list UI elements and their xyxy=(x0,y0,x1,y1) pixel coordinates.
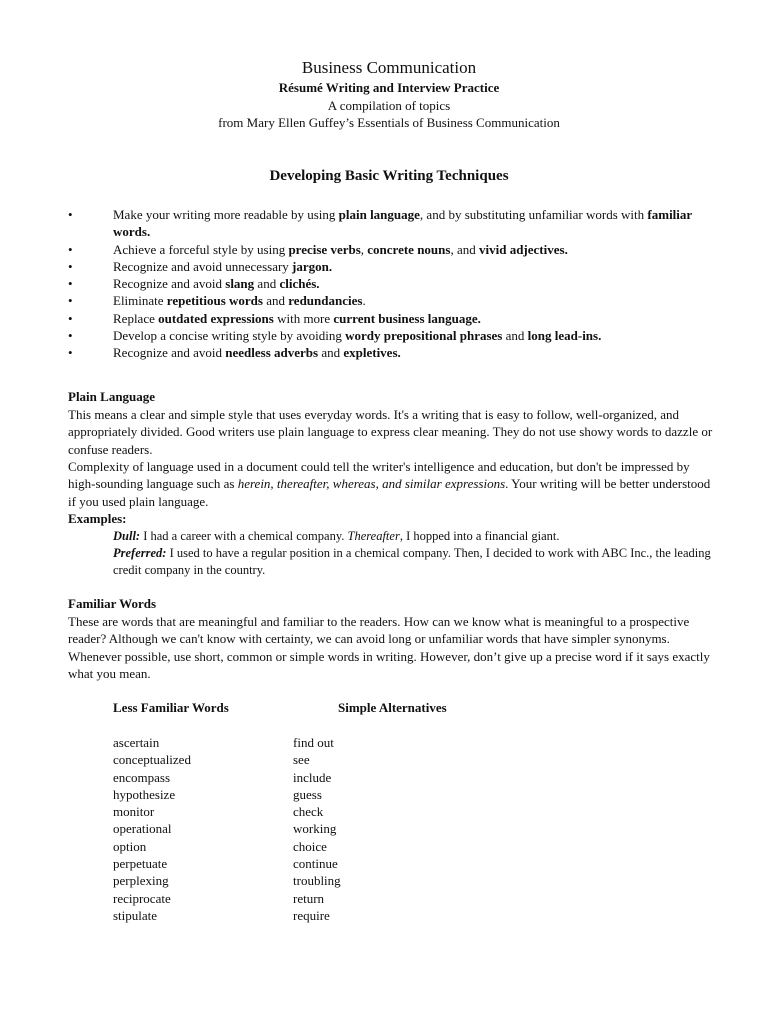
text-run: I used to have a regular position in a chemical company. Then, I decided to work with ABC Inc., the leading credit company in the country. xyxy=(113,546,711,577)
text-run: expletives. xyxy=(343,345,401,361)
bullet-item xyxy=(68,206,728,241)
text-run: Make your writing more readable by using xyxy=(113,207,339,222)
doc-source-line: from Mary Ellen Guffey’s Essentials of Business Communication xyxy=(218,115,560,130)
text-run: Dull: xyxy=(113,529,141,543)
simple-alternative: choice xyxy=(293,838,327,854)
bullet-dot-icon: • xyxy=(68,207,73,222)
text-run: I had a career with a chemical company. xyxy=(140,529,348,543)
simple-alternative: check xyxy=(293,804,324,820)
col-header-simple-alternatives: Simple Alternatives xyxy=(338,700,447,715)
less-familiar-word: option xyxy=(113,838,147,854)
text-run: and xyxy=(254,276,280,292)
simple-alternatives-column xyxy=(293,734,341,924)
technique-bullet-list xyxy=(68,206,728,362)
bullet-dot-icon: • xyxy=(68,345,73,361)
simple-alternative: find out xyxy=(293,735,334,750)
bullet-item xyxy=(68,275,728,292)
text-run: Recognize and avoid unnecessary xyxy=(113,258,293,274)
text-run: Recognize and avoid xyxy=(113,276,226,292)
text-run: , I hopped into a financial giant. xyxy=(399,529,560,543)
doc-subtitle: Résumé Writing and Interview Practice xyxy=(278,80,500,95)
doc-compilation-line: A compilation of topics xyxy=(327,98,451,113)
less-familiar-word: perpetuate xyxy=(113,856,168,872)
less-familiar-word: conceptualized xyxy=(113,752,191,768)
text-run: slang xyxy=(225,276,255,292)
text-run: repetitious words xyxy=(166,293,263,309)
text-run: , and xyxy=(450,241,479,257)
text-run: , and by substituting unfamiliar words with xyxy=(419,207,648,222)
text-run: clichés. xyxy=(279,276,320,292)
text-run: redundancies xyxy=(288,293,363,309)
text-run: Develop a concise writing style by avoiding xyxy=(113,328,346,344)
text-run: outdated expressions xyxy=(158,310,274,326)
col-header-less-familiar: Less Familiar Words xyxy=(113,700,229,715)
simple-alternative: troubling xyxy=(293,873,341,889)
text-run: wordy prepositional phrases xyxy=(345,328,503,344)
less-familiar-word: perplexing xyxy=(113,873,169,889)
text-run: . xyxy=(362,293,366,309)
doc-title: Business Communication xyxy=(301,58,477,77)
text-run: vivid adjectives. xyxy=(479,241,568,257)
bullet-item xyxy=(68,292,728,309)
text-run: , xyxy=(360,241,368,257)
simple-alternative: continue xyxy=(293,856,338,872)
text-run: Eliminate xyxy=(113,293,167,309)
text-run: These are words that are meaningful and familiar to the readers. How can we know what is meaningful to a prospective reader? Although we can't know with certainty, we can avoid long or unfamiliar words that have simpler synonyms. Whenever possible, use short, common or simple words in writing. However, don’t give up a precise word if it says exactly what you mean. xyxy=(68,614,710,681)
bullet-item xyxy=(68,241,728,258)
simple-alternative: see xyxy=(293,752,310,768)
simple-alternative: guess xyxy=(293,786,322,802)
text-run: familiar words. xyxy=(113,207,692,240)
simple-alternative: require xyxy=(293,907,330,923)
less-familiar-word: ascertain xyxy=(113,735,160,750)
bullet-dot-icon: • xyxy=(68,293,73,309)
text-run: Complexity of language used in a document could tell the writer's intelligence and education, but don't be impressed by high-sounding language such as xyxy=(68,459,690,492)
less-familiar-word: encompass xyxy=(113,769,171,785)
text-run: Recognize and avoid xyxy=(113,345,226,361)
simple-alternative: working xyxy=(293,821,337,837)
bullet-dot-icon: • xyxy=(68,241,73,257)
text-run: precise verbs xyxy=(288,241,361,257)
simple-alternative: return xyxy=(293,890,325,906)
section-title: Developing Basic Writing Techniques xyxy=(269,168,509,184)
bullet-dot-icon: • xyxy=(68,328,73,344)
familiar-words-heading: Familiar Words xyxy=(68,596,156,611)
text-run: current business language. xyxy=(333,310,481,326)
text-run: Preferred: xyxy=(113,546,167,560)
bullet-item xyxy=(68,258,728,275)
text-run: jargon. xyxy=(292,258,333,274)
text-run: with more xyxy=(273,310,334,326)
plain-language-heading: Plain Language xyxy=(68,389,156,404)
text-run: Achieve a forceful style by using xyxy=(113,241,289,257)
bullet-item xyxy=(68,344,728,361)
text-run: Replace xyxy=(113,310,159,326)
plain-language-para1 xyxy=(68,406,718,458)
less-familiar-word: hypothesize xyxy=(113,786,176,802)
less-familiar-word: stipulate xyxy=(113,907,158,923)
examples-label: Examples: xyxy=(68,511,127,526)
bullet-item xyxy=(68,310,728,327)
bullet-item xyxy=(68,327,728,344)
text-run: plain language xyxy=(338,207,420,222)
less-familiar-word: operational xyxy=(113,821,172,837)
example-preferred xyxy=(113,545,723,579)
less-familiar-word: monitor xyxy=(113,804,155,820)
text-run: needless adverbs xyxy=(225,345,319,361)
text-run: and xyxy=(318,345,344,361)
text-run: long lead-ins. xyxy=(527,328,602,344)
text-run: Thereafter xyxy=(347,529,400,543)
less-familiar-words-column xyxy=(113,734,191,924)
text-run: This means a clear and simple style that uses everyday words. It's a writing that is easy to follow, well-organized, and appropriately divided. Good writers use plain language to express clear meaning. They do not use showy words to dazzle or confuse readers. xyxy=(68,407,713,457)
bullet-dot-icon: • xyxy=(68,276,73,292)
less-familiar-word: reciprocate xyxy=(113,890,171,906)
simple-alternative: include xyxy=(293,769,332,785)
text-run: and xyxy=(262,293,289,309)
text-run: herein, thereafter, whereas, and similar expressions xyxy=(237,476,506,492)
text-run: concrete nouns xyxy=(367,241,451,257)
bullet-dot-icon: • xyxy=(68,310,73,326)
text-run: and xyxy=(502,328,528,344)
familiar-words-para xyxy=(68,613,718,682)
plain-language-para2 xyxy=(68,458,718,510)
text-run: . Your writing will be better understood if you used plain language. xyxy=(68,476,711,509)
bullet-dot-icon: • xyxy=(68,258,73,274)
example-dull xyxy=(113,528,723,545)
